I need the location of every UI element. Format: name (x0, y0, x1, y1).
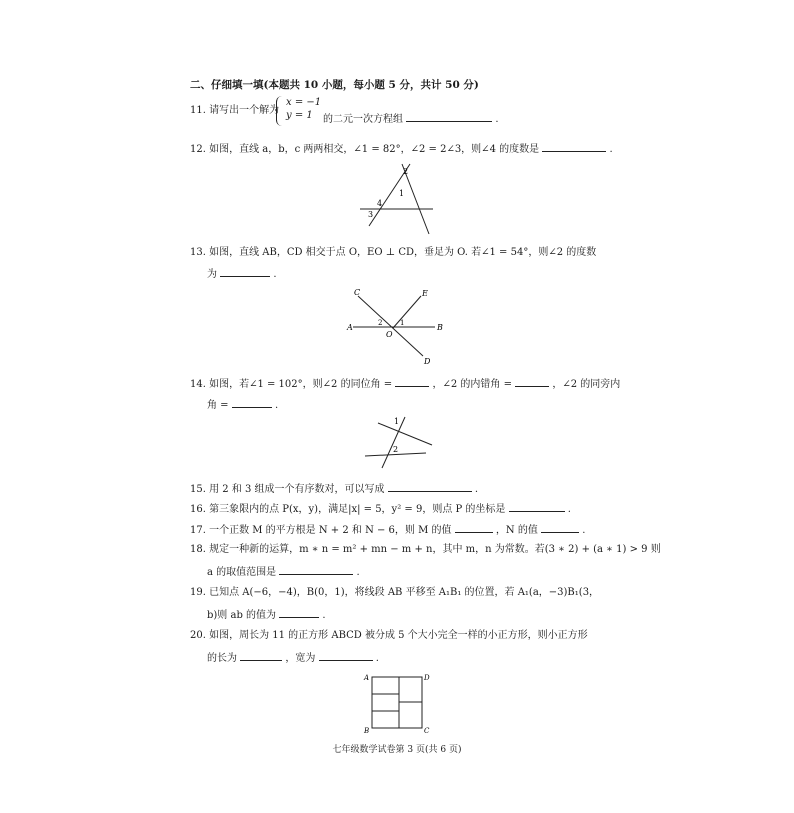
question-14-line-2 (207, 397, 278, 413)
q19-end: . (322, 610, 326, 621)
figure-q20 (362, 670, 434, 736)
question-18-line-1: 18. 规定一种新的运算，m ∗ n = m² + mn − m + n，其中 m，n 为常数。若(3 ∗ 2) + (a ∗ 1) > 9 则 (190, 544, 661, 555)
answer-blank-17a[interactable] (455, 522, 493, 533)
question-19-line-2 (207, 607, 326, 623)
q11-end: . (495, 114, 499, 125)
figure-q13 (345, 286, 450, 368)
q14-end: . (274, 400, 279, 411)
q14-text-c: ，∠2 的同旁内 (552, 379, 621, 390)
point-label-b: B (437, 323, 443, 332)
point-label-a: A (347, 323, 353, 332)
point-label-e: E (422, 289, 428, 298)
q14-text-a: 14. 如图，若∠1 = 102°，则∠2 的同位角 = (190, 379, 393, 390)
equation-system (278, 96, 321, 122)
question-13-line-1: 13. 如图，直线 AB，CD 相交于点 O，EO ⊥ CD，垂足为 O. 若∠1 = 54°，则∠2 的度数 (190, 247, 597, 258)
angle-label-3: 3 (368, 210, 374, 219)
q16-text: 16. 第三象限内的点 P(x，y)，满足|x| = 5，y² = 9，则点 P 的坐标是 (190, 504, 506, 515)
answer-blank-15[interactable] (388, 481, 472, 492)
q14-line2-text: 角 = (207, 400, 229, 411)
angle-label-2: 2 (378, 319, 383, 327)
question-12 (190, 141, 613, 157)
angle-label-1: 1 (399, 189, 405, 198)
question-14-line-1 (190, 376, 620, 392)
q18-end: . (356, 567, 360, 578)
q20-end: . (375, 653, 379, 664)
answer-blank-14a[interactable] (395, 376, 429, 387)
angle-label-2: 2 (393, 445, 399, 454)
line-upper (378, 423, 432, 445)
q11-suffix-line (323, 111, 499, 127)
answer-blank-20b[interactable] (319, 650, 373, 661)
figure-q12 (355, 160, 450, 240)
angle-label-2: 2 (403, 167, 409, 176)
q19-line2-text: b)则 ab 的值为 (207, 610, 277, 621)
q11-prefix: 11. 请写出一个解为 (190, 105, 280, 116)
answer-blank-14b[interactable] (515, 376, 549, 387)
point-label-d: D (424, 357, 431, 366)
point-label-a: A (364, 674, 370, 682)
ray-oe (393, 296, 421, 328)
q15-text: 15. 用 2 和 3 组成一个有序数对，可以写成 (190, 484, 385, 495)
answer-blank-20a[interactable] (240, 650, 282, 661)
answer-blank-13[interactable] (220, 266, 270, 277)
section-heading: 二、仔细填一填(本题共 10 小题，每小题 5 分，共计 50 分) (190, 79, 479, 91)
answer-blank-19[interactable] (279, 607, 319, 618)
question-20-line-1: 20. 如图，周长为 11 的正方形 ABCD 被分成 5 个大小完全一样的小正方形，则小正方形 (190, 630, 588, 641)
q17-text-a: 17. 一个正数 M 的平方根是 N + 2 和 N − 6，则 M 的值 (190, 525, 452, 536)
q20-text-a: 的长为 (207, 653, 237, 664)
point-label-c: C (354, 288, 361, 297)
q13-line2-text: 为 (207, 269, 217, 280)
point-label-d: D (424, 674, 430, 682)
point-label-b: B (364, 727, 370, 735)
q16-end: . (567, 504, 571, 515)
q12-end: . (609, 144, 613, 155)
q13-end: . (273, 269, 277, 280)
question-18-line-2 (207, 564, 360, 580)
answer-blank-17b[interactable] (541, 522, 579, 533)
figure-q14 (360, 414, 440, 470)
q20-text-b: ，宽为 (285, 653, 316, 664)
q17-end: . (582, 525, 586, 536)
question-15 (190, 481, 478, 497)
q14-text-b: ，∠2 的内错角 = (432, 379, 512, 390)
q12-text: 12. 如图，直线 a，b，c 两两相交，∠1 = 82°，∠2 = 2∠3，则∠4 的度数是 (190, 144, 540, 155)
question-13-line-2 (207, 266, 277, 282)
question-20-line-2 (207, 650, 379, 666)
question-11 (190, 104, 279, 118)
angle-label-1: 1 (394, 417, 400, 426)
point-label-o: O (386, 330, 393, 339)
page-footer: 七年级数学试卷第 3 页(共 6 页) (332, 745, 462, 755)
angle-label-1: 1 (400, 319, 405, 327)
question-16 (190, 501, 571, 517)
q18-line2-text: a 的取值范围是 (207, 567, 277, 578)
answer-blank-11[interactable] (406, 111, 492, 122)
equation-line-1: x = −1 (286, 97, 322, 108)
question-19-line-1: 19. 已知点 A(−6，−4)，B(0，1)，将线段 AB 平移至 A₁B₁ 的位置，若 A₁(a，−3)B₁(3， (190, 587, 600, 598)
q11-suffix: 的二元一次方程组 (323, 114, 403, 125)
answer-blank-12[interactable] (542, 141, 606, 152)
point-label-c: C (424, 727, 430, 735)
question-17 (190, 522, 585, 538)
answer-blank-14c[interactable] (232, 397, 272, 408)
answer-blank-18[interactable] (279, 564, 353, 575)
q17-text-b: ，N 的值 (495, 525, 538, 536)
q15-end: . (474, 484, 479, 495)
equation-line-2: y = 1 (286, 110, 313, 121)
answer-blank-16[interactable] (509, 501, 565, 512)
angle-label-4: 4 (377, 199, 383, 208)
